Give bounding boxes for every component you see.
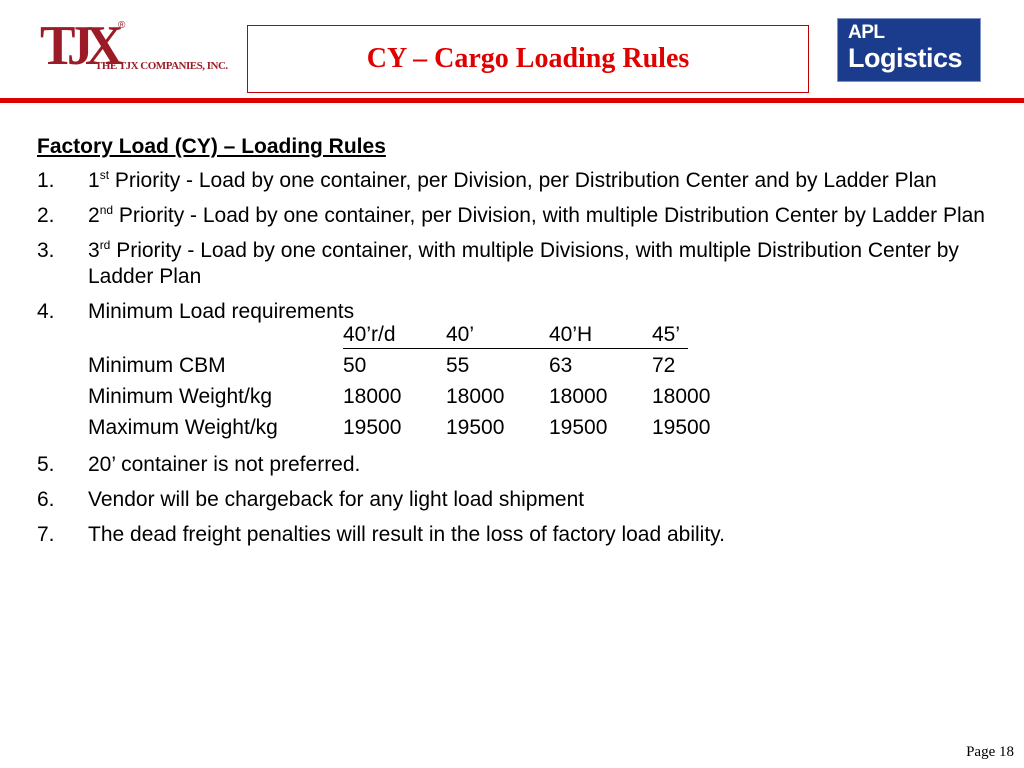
list-item [37,522,997,548]
item-text: 20’ container is not preferred. [88,453,361,476]
list-number: 3. [37,239,55,262]
table-cell: 72 [652,354,676,377]
list-number: 6. [37,488,55,511]
ordinal: 3 [88,239,100,262]
table-cell: 63 [549,354,573,377]
item-text: Priority - Load by one container, per Division, per Distribution Center and by Ladder Plan [109,169,937,192]
item-text: Priority - Load by one container, with multiple Divisions, with multiple Distribution Center by Ladder Plan [88,239,959,288]
table-row [88,350,997,381]
list-text [88,203,997,229]
tjx-company-name: THE TJX COMPANIES, INC. [95,60,228,72]
table-row [88,412,997,443]
table-header-row [88,322,997,350]
item-text: Priority - Load by one container, per Division, with multiple Distribution Center by Ladder Plan [113,204,985,227]
item-text: Minimum Load requirements [88,300,355,323]
tjx-registered-mark: ® [118,20,126,31]
table-cell: 19500 [446,416,505,439]
table-cell: 19500 [343,416,402,439]
row-label: Minimum Weight/kg [88,385,272,408]
table-cell: 18000 [446,385,505,408]
column-headers [343,322,688,349]
row-label: Maximum Weight/kg [88,416,278,439]
list-number: 2. [37,204,55,227]
ordinal: 2 [88,204,100,227]
ordinal-suffix: rd [99,238,111,252]
ordinal-suffix: nd [99,203,114,217]
table-cell: 18000 [343,385,402,408]
apl-logo-line2: Logistics [848,43,963,73]
list-number: 1. [37,169,55,192]
table-cell: 18000 [549,385,608,408]
list-text [88,168,997,194]
column-header: 40’ [446,323,475,346]
list-item [37,203,997,229]
page-number: Page 18 [966,744,1014,760]
row-label: Minimum CBM [88,354,226,377]
page-title: CY – Cargo Loading Rules [366,43,690,74]
list-item [37,452,997,478]
tjx-logo [40,15,240,84]
item-text: Vendor will be chargeback for any light load shipment [88,488,585,511]
list-item [37,487,997,513]
slide-content [37,134,997,557]
table-cell: 55 [446,354,470,377]
apl-logo-line1: APL [848,22,885,43]
list-item [37,238,997,290]
section-heading: Factory Load (CY) – Loading Rules [37,135,386,158]
list-number: 7. [37,523,55,546]
header-divider [0,98,1024,103]
list-item [37,168,997,194]
list-text [88,238,997,290]
table-cell: 50 [343,354,367,377]
list-number: 5. [37,453,55,476]
column-header: 45’ [652,323,681,346]
tjx-logo-letters: TJX [40,15,115,77]
list-number: 4. [37,300,55,323]
table-cell: 19500 [549,416,608,439]
title-box [247,25,809,93]
column-header: 40’r/d [343,323,396,346]
column-header: 40’H [549,323,593,346]
table-cell: 18000 [652,385,711,408]
ordinal-suffix: st [99,168,110,182]
apl-logistics-logo [837,18,981,82]
item-text: The dead freight penalties will result in the loss of factory load ability. [88,523,725,546]
table-cell: 19500 [652,416,711,439]
table-row [88,381,997,412]
ordinal: 1 [88,169,100,192]
load-requirements-table [88,322,997,443]
